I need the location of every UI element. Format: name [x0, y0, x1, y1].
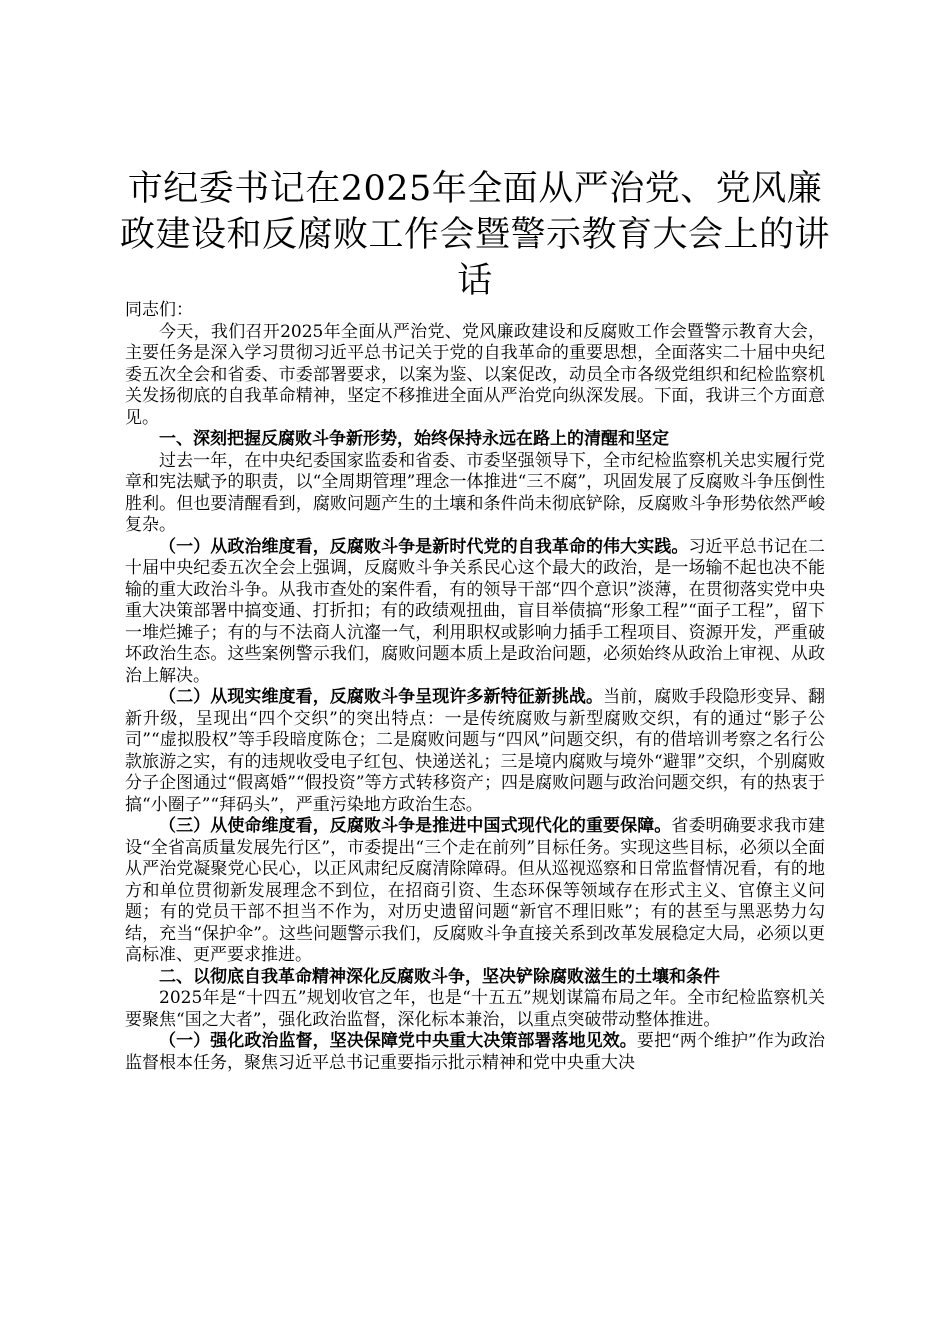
item-lead: （一）强化政治监督，坚决保障党中央重大决策部署落地见效。: [159, 1031, 637, 1051]
item-text: 要把“两个维护”作为政治监督根本任务，聚焦习近平总书记重要指示批示精神和党中央重大决: [125, 1031, 825, 1073]
section-2-heading: 二、以彻底自我革命精神深化反腐败斗争，坚决铲除腐败滋生的土壤和条件: [159, 966, 720, 987]
document-body: [125, 300, 825, 1074]
section-1-heading: 一、深刻把握反腐败斗争新形势，始终保持永远在路上的清醒和坚定: [159, 429, 669, 449]
section-2-paragraph: 2025年是“十四五”规划收官之年，也是“十五五”规划谋篇布局之年。全市纪检监察机关要聚焦“国之大者”，强化政治监督，深化标本兼治，以重点突破带动整体推进。: [125, 988, 825, 1030]
section-1-item-2: [125, 687, 825, 816]
intro-paragraph: 今天，我们召开2025年全面从严治党、党风廉政建设和反腐败工作会暨警示教育大会，主要任务是深入学习贯彻习近平总书记关于党的自我革命的重要思想，全面落实二十届中央纪委五次全会和省委、市委部署要求，以案为鉴、以案促改，动员全市各级党组织和纪检监察机关发扬彻底的自我革命精神，坚定不移推进全面从严治党向纵深发展。下面，我讲三个方面意见。: [125, 321, 825, 428]
section-1-paragraph: 过去一年，在中央纪委国家监委和省委、市委坚强领导下，全市纪检监察机关忠实履行党章和宪法赋予的职责，以“全周期管理”理念一体推进“三不腐”，巩固发展了反腐败斗争压倒性胜利。但也要清醒看到，腐败问题产生的土壤和条件尚未彻底铲除，反腐败斗争形势依然严峻复杂。: [125, 450, 825, 535]
item-lead: （一）从政治维度看，反腐败斗争是新时代党的自我革命的伟大实践。: [159, 536, 689, 557]
section-1-item-1: [125, 537, 825, 688]
section-2-item-1: [125, 1031, 825, 1074]
item-lead: （二）从现实维度看，反腐败斗争呈现许多新特征新挑战。: [159, 687, 604, 707]
item-text: 当前，腐败手段隐形变异、翻新升级，呈现出“四个交织”的突出特点：一是传统腐败与新型腐败交织，有的通过“影子公司”“虚拟股权”等手段暗度陈仓；二是腐败问题与“四风”问题交织，有的借培训考察之名行公款旅游之实，有的违规收受电子红包、快递送礼；三是境内腐败与境外“避罪”交织，个别腐败分子企图通过“假离婚”“假投资”等方式转移资产；四是腐败问题与政治问题交织，有的热衷于搞“小圈子”“拜码头”，严重污染地方政治生态。: [125, 687, 826, 815]
document-title: 市纪委书记在2025年全面从严治党、党风廉政建设和反腐败工作会暨警示教育大会上的讲话: [119, 169, 830, 301]
greeting: 同志们：: [125, 300, 193, 320]
item-lead: （三）从使命维度看，反腐败斗争是推进中国式现代化的重要保障。: [159, 816, 672, 836]
item-text: 习近平总书记在二十届中央纪委五次全会上强调，反腐败斗争关系民心这个最大的政治，是一场输不起也决不能输的重大政治斗争。从我市查处的案件看，有的领导干部“四个意识”淡薄，在贯彻落实党中央重大决策部署中搞变通、打折扣；有的政绩观扭曲，盲目举债搞“形象工程”“面子工程”，留下一堆烂摊子；有的与不法商人沆瀣一气，利用职权或影响力插手工程项目、资源开发，严重破坏政治生态。这些案例警示我们，腐败问题本质上是政治问题，必须始终从政治上审视、从政治上解决。: [125, 536, 826, 686]
item-text: 省委明确要求我市建设“全省高质量发展先行区”，市委提出“三个走在前列”目标任务。实现这些目标，必须以全面从严治党凝聚党心民心，以正风肃纪反腐清除障碍。但从巡视巡察和日常监督情况看，有的地方和单位贯彻新发展理念不到位，在招商引资、生态环保等领域存在形式主义、官僚主义问题；有的党员干部不担当不作为，对历史遗留问题“新官不理旧账”；有的甚至与黑恶势力勾结，充当“保护伞”。这些问题警示我们，反腐败斗争直接关系到改革发展稳定大局，必须以更高标准、更严要求推进。: [125, 816, 826, 965]
section-1-item-3: [125, 816, 825, 967]
